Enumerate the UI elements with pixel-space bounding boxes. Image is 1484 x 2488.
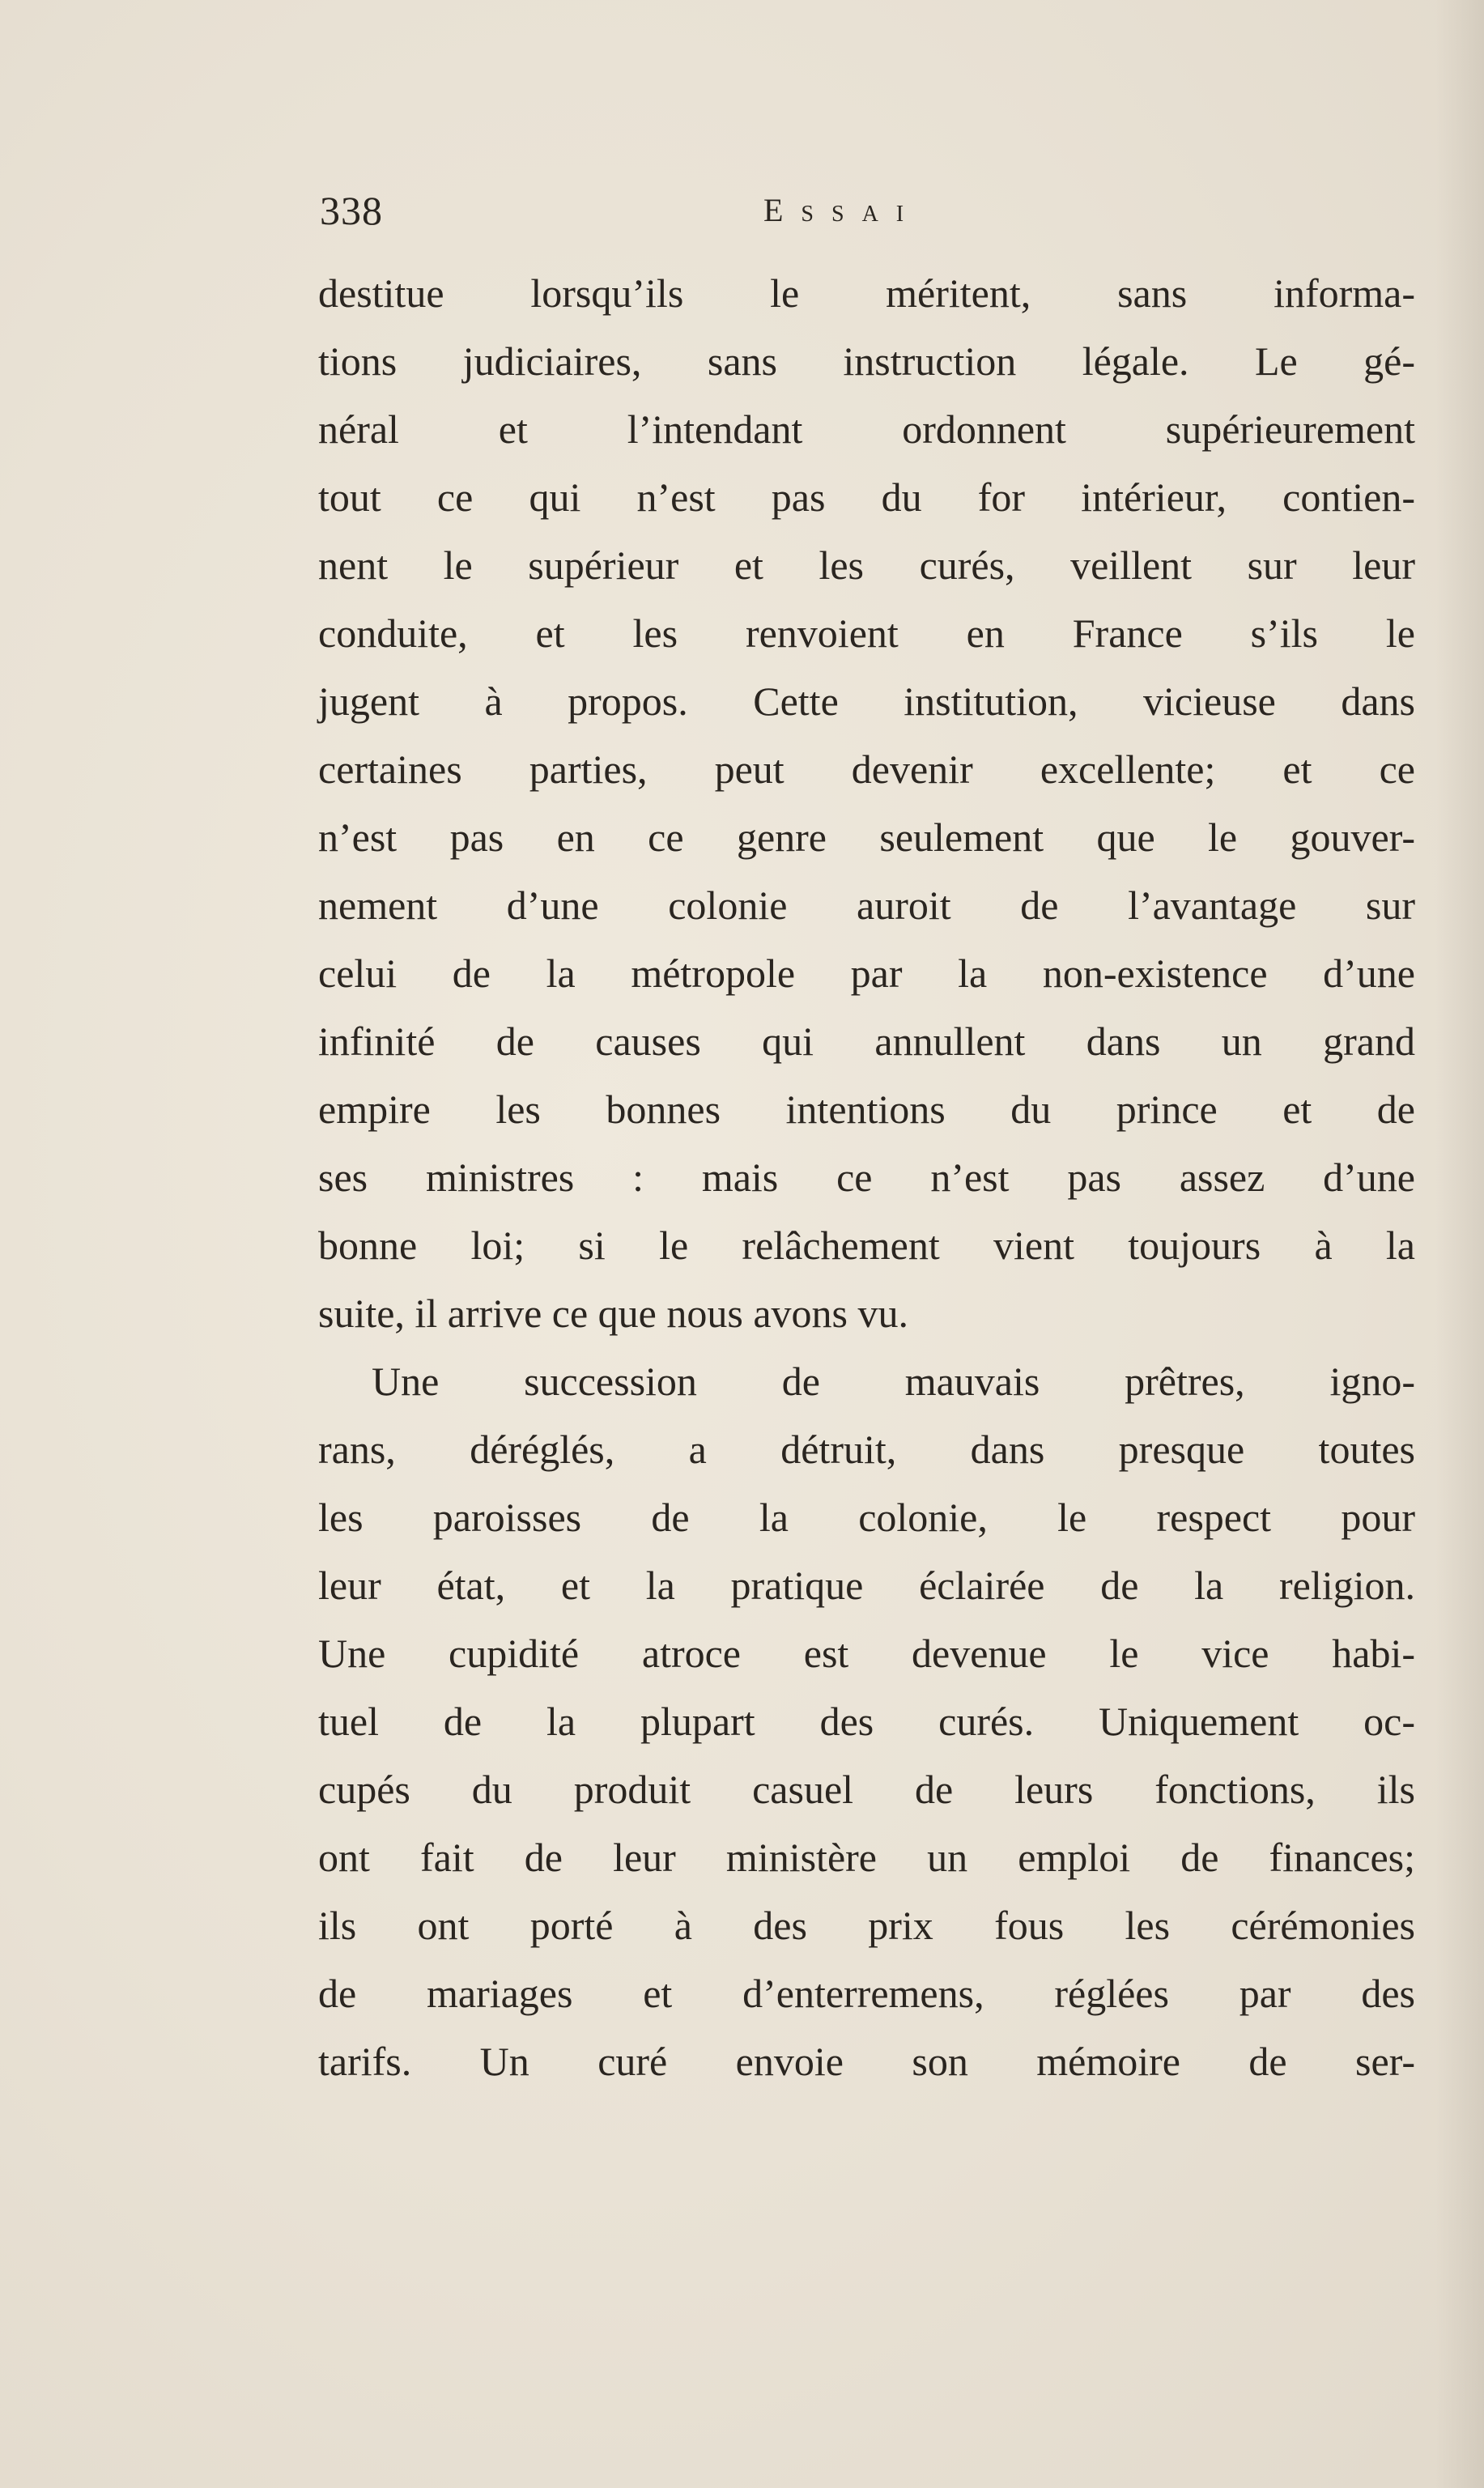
text-line: empire les bonnes intentions du prince et de [318,1087,1415,1132]
text-line: tarifs. Un curé envoie son mémoire de ser- [318,2039,1415,2084]
text-line: nent le supérieur et les curés, veillent sur leur [318,542,1415,588]
page-header [320,182,1421,239]
text-line: rans, déréglés, a détruit, dans presque toutes [318,1427,1415,1472]
paragraph-end-line: suite, il arrive ce que nous avons vu. [318,1291,908,1336]
text-line: n’est pas en ce genre seulement que le gouver- [318,814,1415,860]
text-line: Une cupidité atroce est devenue le vice habi- [318,1631,1415,1676]
body-text [318,259,1415,2095]
text-line: ils ont porté à des prix fous les cérémonies [318,1903,1415,1948]
text-line: leur état, et la pratique éclairée de la religion. [318,1563,1415,1608]
running-head: Essai [763,192,922,228]
text-line: cupés du produit casuel de leurs fonctions, ils [318,1767,1415,1812]
text-line: tions judiciaires, sans instruction légale. Le gé- [318,338,1415,384]
text-line: tout ce qui n’est pas du for intérieur, contien- [318,474,1415,520]
text-line: bonne loi; si le relâchement vient toujours à la [318,1223,1415,1268]
text-line: nement d’une colonie auroit de l’avantage sur [318,882,1415,928]
text-line: certaines parties, peut devenir excellente; et ce [318,746,1415,792]
text-line: infinité de causes qui annullent dans un grand [318,1019,1415,1064]
text-line: tuel de la plupart des curés. Uniquement oc- [318,1699,1415,1744]
text-line: jugent à propos. Cette institution, vicieuse dans [318,678,1415,724]
text-line: néral et l’intendant ordonnent supérieurement [318,406,1415,452]
text-line: destitue lorsqu’ils le méritent, sans informa- [318,270,1415,316]
paragraph-start-line: Une succession de mauvais prêtres, igno- [372,1359,1415,1404]
text-line: ses ministres : mais ce n’est pas assez d’une [318,1155,1415,1200]
text-line: celui de la métropole par la non-existence d’une [318,951,1415,996]
text-line: les paroisses de la colonie, le respect pour [318,1495,1415,1540]
page-number: 338 [320,188,383,233]
page-edge-shadow [1435,0,1484,2488]
text-line: de mariages et d’enterremens, réglées par des [318,1971,1415,2016]
text-line: ont fait de leur ministère un emploi de finances; [318,1835,1415,1880]
text-line: conduite, et les renvoient en France s’ils le [318,610,1415,656]
